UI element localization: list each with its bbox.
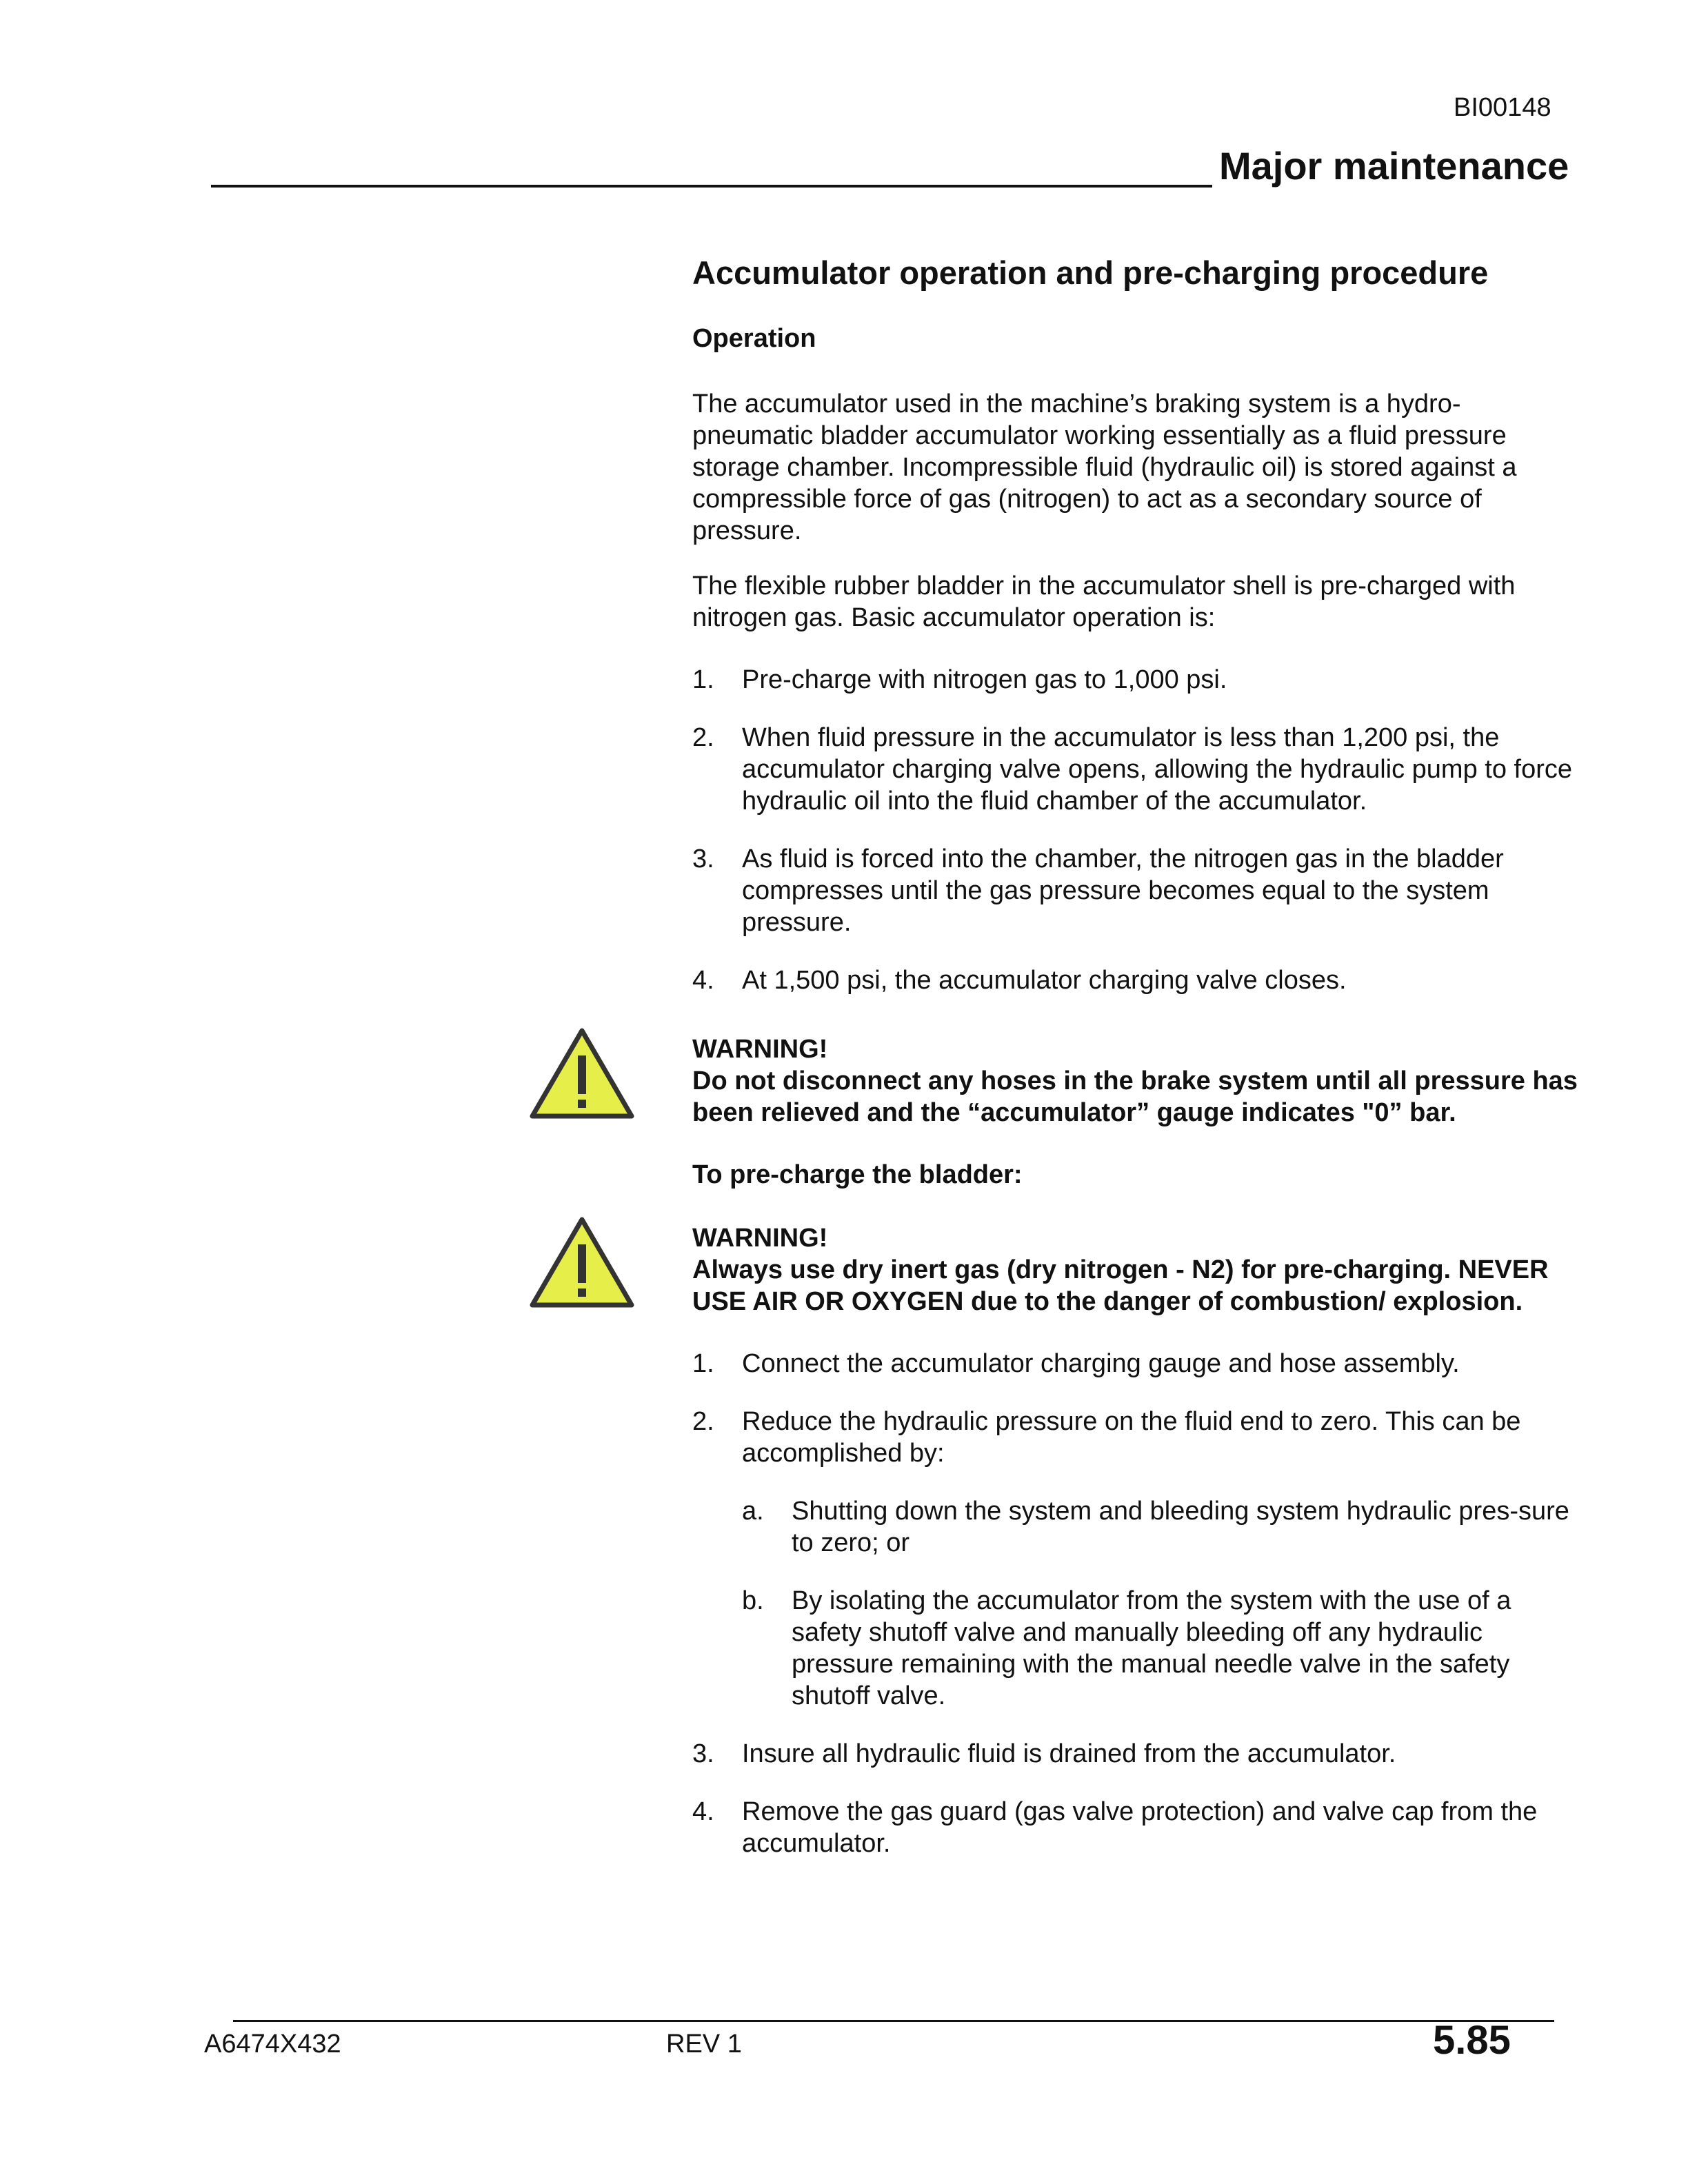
section-title: Major maintenance	[1219, 144, 1569, 188]
warning-block-hoses	[692, 1033, 1579, 1129]
operation-heading: Operation	[692, 324, 816, 354]
warning-triangle-icon	[530, 1215, 634, 1309]
step-number: 4.	[692, 966, 714, 995]
step-number: 1.	[692, 1349, 714, 1379]
step-number: 2.	[692, 1407, 714, 1437]
list-item	[692, 1348, 1579, 1379]
main-content	[692, 254, 1579, 1885]
step-text: When fluid pressure in the accumulator is less than 1,200 psi, the accumulator charging valve opens, allowing the hydraulic pump to force hydraulic oil into the fluid chamber of the accumulator.	[742, 723, 1572, 816]
footer-rule	[233, 2020, 1554, 2022]
warning-text: Do not disconnect any hoses in the brake system until all pressure has been relieved and the “accumulator” gauge indicates "0” bar.	[692, 1066, 1578, 1128]
warning-text: Always use dry inert gas (dry nitrogen - N2) for pre-charging. NEVER USE AIR OR OXYGEN due to the danger of combustion/ explosion.	[692, 1255, 1549, 1317]
part-number: A6474X432	[204, 2030, 341, 2059]
step-number: 1.	[692, 665, 714, 695]
step-text: Remove the gas guard (gas valve protection) and valve cap from the accumulator.	[742, 1797, 1538, 1859]
paragraph-intro: The accumulator used in the machine’s braking system is a hydro-pneumatic bladder accumulator working essentially as a fluid pressure storage chamber. Incompressible fluid (hydraulic oil) is stored against a compressible force of gas (nitrogen) to act as a secondary source of pressure.	[692, 390, 1517, 546]
list-item	[692, 722, 1579, 817]
substep-text: Shutting down the system and bleeding system hydraulic pres-sure to zero; or	[792, 1497, 1569, 1558]
list-item	[692, 1796, 1579, 1859]
warning-block-gas	[692, 1222, 1579, 1317]
step-text: Connect the accumulator charging gauge and hose assembly.	[742, 1349, 1460, 1379]
warning-label: WARNING!	[692, 1224, 828, 1253]
step-number: 3.	[692, 845, 714, 874]
list-item	[692, 1406, 1579, 1469]
list-item	[742, 1495, 1579, 1559]
warning-label: WARNING!	[692, 1035, 828, 1064]
warning-triangle-icon	[530, 1027, 634, 1120]
precharge-substeps	[742, 1495, 1579, 1712]
step-text: Pre-charge with nitrogen gas to 1,000 psi.	[742, 665, 1227, 695]
step-number: 4.	[692, 1797, 714, 1827]
operation-steps	[692, 664, 1579, 996]
list-item	[692, 964, 1579, 996]
step-number: 2.	[692, 723, 714, 753]
list-item	[692, 843, 1579, 938]
substep-text: By isolating the accumulator from the system with the use of a safety shutoff valve and manually bleeding off any hydraulic pressure remaining with the manual needle valve in the safety shutoff valve.	[792, 1586, 1511, 1711]
precharge-steps-continued	[692, 1738, 1579, 1859]
substep-letter: a.	[742, 1497, 764, 1526]
step-text: Reduce the hydraulic pressure on the fluid end to zero. This can be accomplished by:	[742, 1407, 1521, 1468]
document-id: BI00148	[1454, 93, 1551, 122]
page-title: Accumulator operation and pre-charging procedure	[692, 254, 1489, 291]
page-number: 5.85	[1433, 2018, 1511, 2063]
step-text: At 1,500 psi, the accumulator charging valve closes.	[742, 966, 1347, 995]
precharge-steps	[692, 1348, 1579, 1469]
step-number: 3.	[692, 1739, 714, 1769]
revision: REV 1	[666, 2030, 742, 2059]
list-item	[692, 664, 1579, 696]
header-rule	[211, 185, 1212, 188]
precharge-heading: To pre-charge the bladder:	[692, 1160, 1023, 1190]
step-text: Insure all hydraulic fluid is drained from the accumulator.	[742, 1739, 1396, 1769]
step-text: As fluid is forced into the chamber, the nitrogen gas in the bladder compresses until the gas pressure becomes equal to the system pressure.	[742, 845, 1504, 938]
paragraph-bladder: The flexible rubber bladder in the accumulator shell is pre-charged with nitrogen gas. Basic accumulator operation is:	[692, 572, 1516, 633]
list-item	[692, 1738, 1579, 1770]
substep-letter: b.	[742, 1586, 764, 1616]
list-item	[742, 1585, 1579, 1712]
